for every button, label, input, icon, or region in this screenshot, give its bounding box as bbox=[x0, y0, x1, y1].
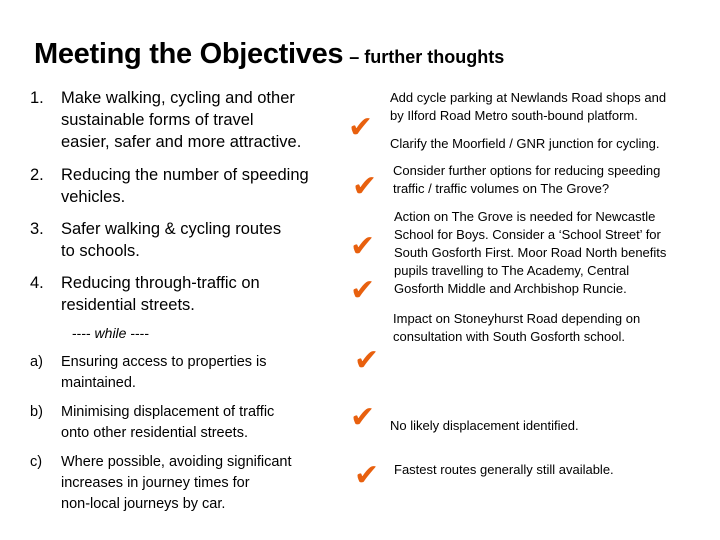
objective-line: Reducing the number of speeding bbox=[61, 166, 309, 184]
note-fastest-routes bbox=[394, 461, 614, 479]
objective-line: vehicles. bbox=[61, 188, 126, 206]
note-line: Action on The Grove is needed for Newcastle bbox=[394, 209, 656, 224]
check-mark-icon: ✔ bbox=[350, 229, 376, 264]
note-line: South Gosforth First. Moor Road North benefits bbox=[394, 245, 667, 260]
check-mark-icon: ✔ bbox=[354, 343, 380, 378]
while-word: while bbox=[94, 325, 127, 341]
note-schools-action bbox=[394, 208, 666, 298]
subpoint-line: Minimising displacement of traffic bbox=[61, 404, 275, 420]
objective-line: Safer walking & cycling routes bbox=[61, 220, 282, 238]
subpoint-line: non-local journeys by car. bbox=[61, 496, 226, 512]
subpoint-letter: b) bbox=[30, 404, 43, 420]
objective-line: residential streets. bbox=[61, 296, 195, 314]
check-mark-icon: ✔ bbox=[352, 169, 378, 204]
while-divider bbox=[72, 325, 149, 341]
note-line: consultation with South Gosforth school. bbox=[393, 329, 625, 344]
note-line: No likely displacement identified. bbox=[390, 418, 579, 433]
note-moorfield-junction bbox=[390, 135, 659, 153]
note-line: Fastest routes generally still available. bbox=[394, 462, 614, 477]
note-line: Gosforth Middle and Archbishop Runcie. bbox=[394, 281, 627, 296]
objective-number: 2. bbox=[30, 166, 44, 184]
while-suffix: ---- bbox=[126, 325, 149, 341]
note-cycle-parking bbox=[390, 89, 666, 125]
note-line: Add cycle parking at Newlands Road shops and bbox=[390, 90, 667, 105]
note-displacement bbox=[390, 417, 579, 435]
note-line: by Ilford Road Metro south-bound platform. bbox=[390, 108, 638, 123]
check-mark-icon: ✔ bbox=[354, 458, 380, 493]
subpoint-line: Where possible, avoiding significant bbox=[61, 454, 292, 470]
objective-line: Reducing through-traffic on bbox=[61, 274, 260, 292]
subpoint-line: Ensuring access to properties is bbox=[61, 354, 267, 370]
objective-line: to schools. bbox=[61, 242, 140, 260]
while-prefix: ---- bbox=[72, 325, 95, 341]
note-line: School for Boys. Consider a ‘School Street’ for bbox=[394, 227, 661, 242]
subpoint-line: increases in journey times for bbox=[61, 475, 250, 491]
note-line: Clarify the Moorfield / GNR junction for cycling. bbox=[390, 136, 660, 151]
subpoint-letter: c) bbox=[30, 454, 43, 470]
subpoint-letter: a) bbox=[30, 354, 43, 370]
slide-title bbox=[34, 38, 504, 71]
objective-line: easier, safer and more attractive. bbox=[61, 133, 302, 151]
subpoint-line: maintained. bbox=[61, 375, 136, 391]
check-mark-icon: ✔ bbox=[350, 273, 376, 308]
note-the-grove-speeding bbox=[393, 162, 660, 198]
note-line: pupils travelling to The Academy, Central bbox=[394, 263, 630, 278]
note-stoneyhurst-road bbox=[393, 310, 640, 346]
objective-number: 4. bbox=[30, 274, 44, 292]
check-mark-icon: ✔ bbox=[348, 110, 374, 145]
title-main: Meeting the Objectives bbox=[34, 38, 344, 70]
title-subtitle: – further thoughts bbox=[349, 47, 505, 67]
objective-number: 3. bbox=[30, 220, 44, 238]
objective-number: 1. bbox=[30, 89, 44, 107]
check-mark-icon: ✔ bbox=[350, 400, 376, 435]
note-line: Consider further options for reducing speeding bbox=[393, 163, 661, 178]
objective-line: Make walking, cycling and other bbox=[61, 89, 295, 107]
subpoint-line: onto other residential streets. bbox=[61, 425, 248, 441]
note-line: Impact on Stoneyhurst Road depending on bbox=[393, 311, 641, 326]
note-line: traffic / traffic volumes on The Grove? bbox=[393, 181, 610, 196]
objective-line: sustainable forms of travel bbox=[61, 111, 254, 129]
